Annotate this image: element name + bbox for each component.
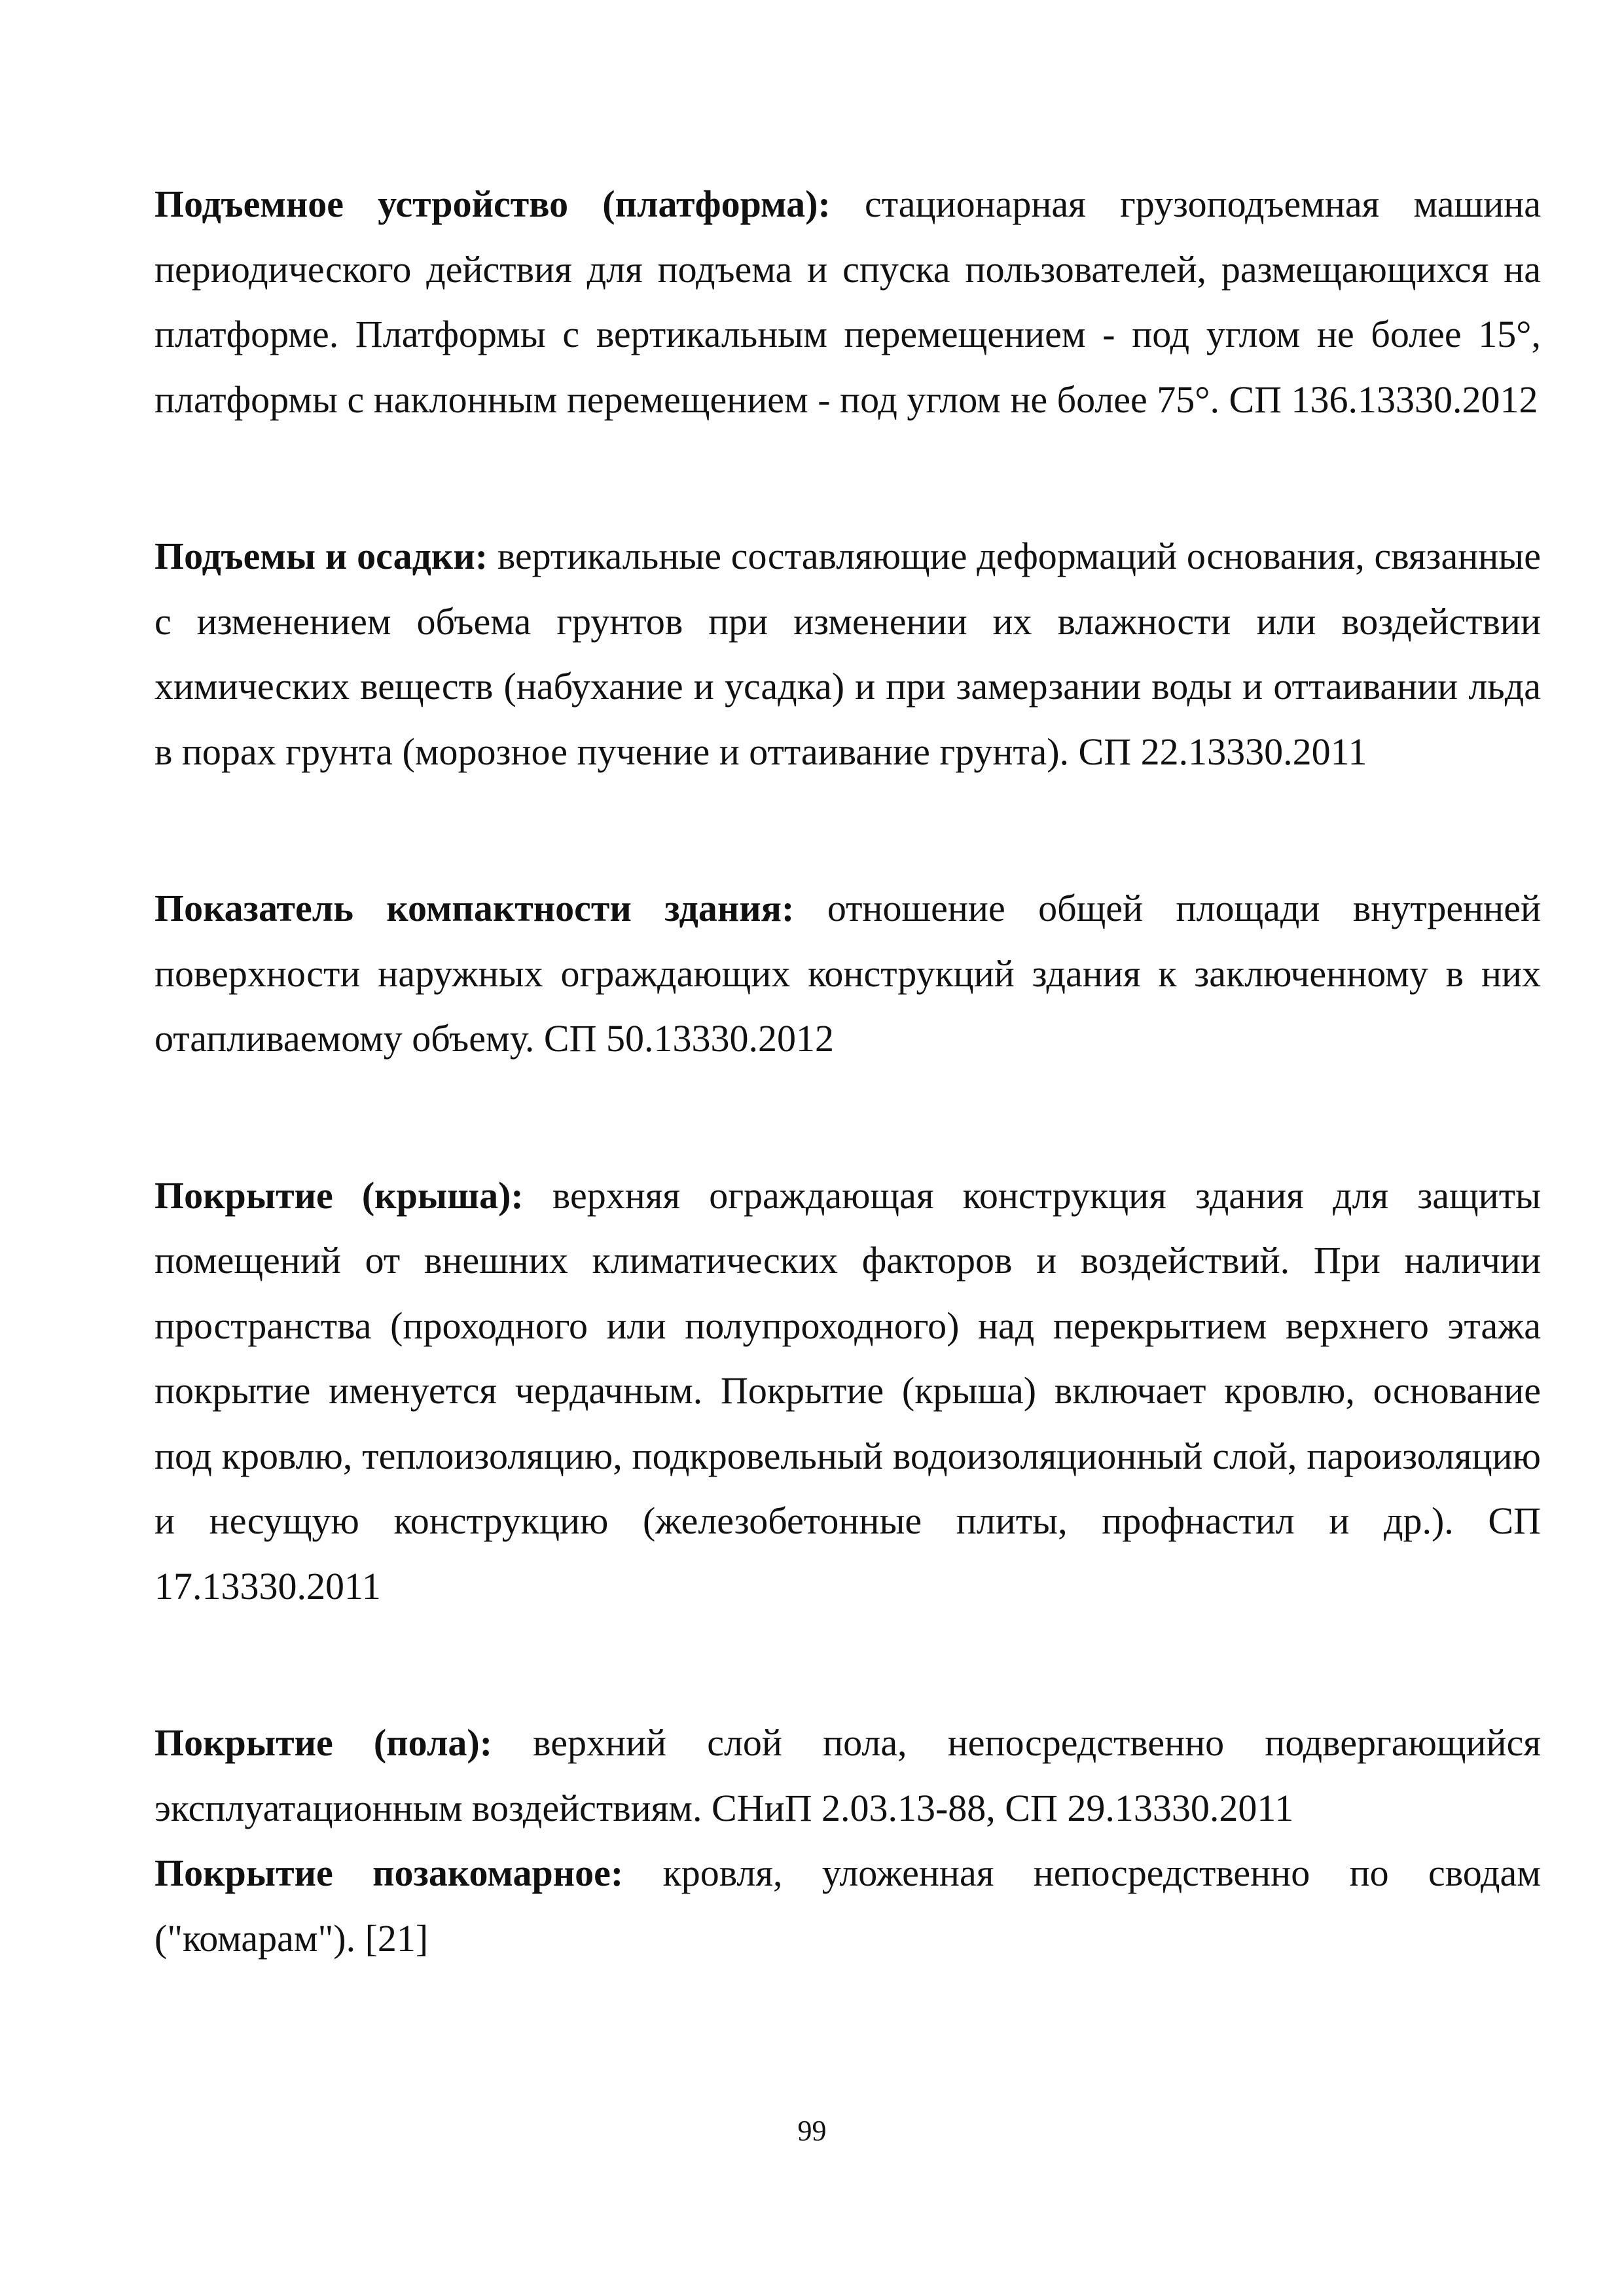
entry-definition: стационарная грузоподъемная машина периодического действия для подъема и спуска пользователей, размещающихся на платформе. Платформы с вертикальным перемещением - под углом не более 15°, платформы с наклонным перемещением - под углом не более 75°. СП 136.13330.2012 [154, 183, 1542, 421]
entry-term: Подъемное устройство (платформа): [154, 183, 831, 225]
entry-term: Покрытие (пола): [154, 1721, 493, 1764]
glossary-entry-heave-settlement [154, 524, 1541, 784]
glossary-entry-platform [154, 171, 1541, 432]
glossary-entry-zakomara-roof [154, 1840, 1541, 1971]
entry-definition: кровля, уложенная непосредственно по сводам ("комарам"). [21] [154, 1852, 1542, 1960]
entry-definition: вертикальные составляющие деформаций основания, связанные с изменением объема грунтов при изменении их влажности или воздействии химических веществ (набухание и усадка) и при замерзании воды и оттаивании льда в порах грунта (морозное пучение и оттаивание грунта). СП 22.13330.2011 [154, 535, 1541, 773]
entry-term: Показатель компактности здания: [154, 887, 795, 929]
entry-definition: верхний слой пола, непосредственно подвергающийся эксплуатационным воздействиям. СНиП 2.03.13-88, СП 29.13330.2011 [154, 1721, 1541, 1829]
glossary-entry-compactness [154, 876, 1541, 1071]
entry-term: Покрытие позакомарное: [154, 1852, 624, 1894]
document-body [154, 171, 1541, 1971]
entry-definition: верхняя ограждающая конструкция здания для защиты помещений от внешних климатических факторов и воздействий. При наличии пространства (проходного или полупроходного) над перекрытием верхнего этажа покрытие именуется чердачным. Покрытие (крыша) включает кровлю, основание под кровлю, теплоизоляцию, подкровельный водоизоляционный слой, пароизоляцию и несущую конструкцию (железобетонные плиты, профнастил и др.). СП 17.13330.2011 [154, 1174, 1542, 1607]
entry-definition: отношение общей площади внутренней поверхности наружных ограждающих конструкций здания к заключенному в них отапливаемому объему. СП 50.13330.2012 [154, 887, 1541, 1060]
page-number: 99 [797, 2115, 827, 2147]
glossary-entry-floor-covering [154, 1710, 1541, 1840]
entry-term: Покрытие (крыша): [154, 1174, 524, 1217]
entry-term: Подъемы и осадки: [154, 535, 488, 577]
glossary-entry-roof [154, 1163, 1541, 1619]
